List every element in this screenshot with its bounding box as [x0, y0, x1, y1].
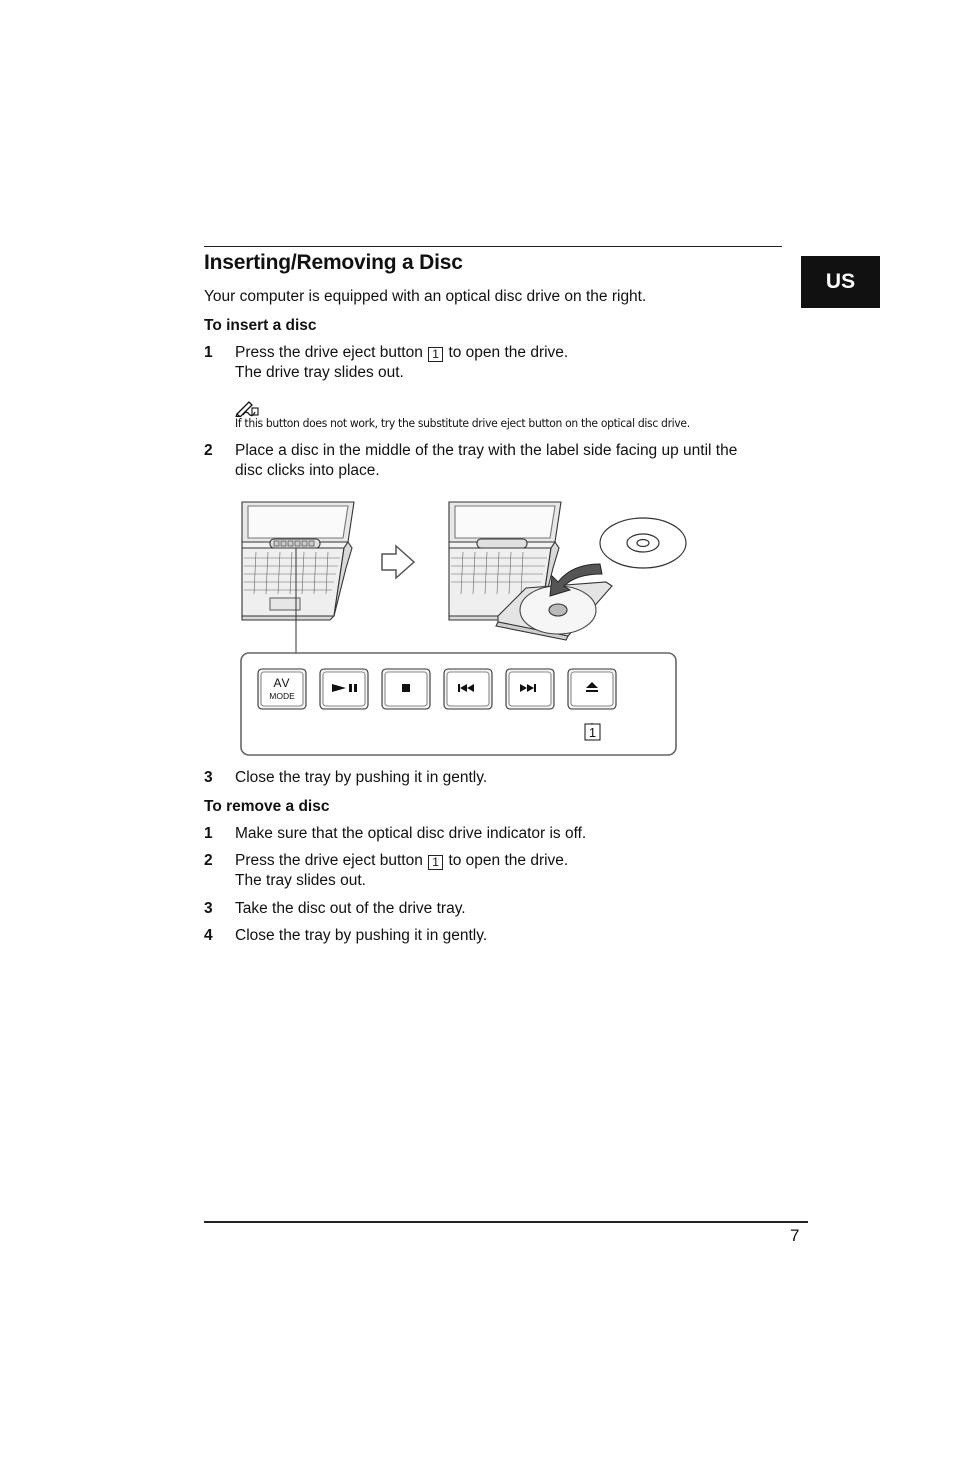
remove-step-2-text-before: Press the drive eject button [235, 852, 423, 869]
header-rule [204, 246, 782, 247]
play-pause-button-face [323, 672, 365, 706]
laptop-with-open-tray [449, 502, 612, 640]
insert-step-1-subtext: The drive tray slides out. [235, 364, 404, 381]
disc-insertion-illustration [236, 498, 696, 760]
eject-key-label-remove: 1 [428, 855, 443, 870]
insert-step-1-text-after: to open the drive. [448, 344, 569, 361]
av-label: AV [273, 676, 291, 690]
region-tab: US [801, 256, 880, 308]
mode-label: MODE [269, 691, 295, 701]
eject-button-face [571, 672, 613, 706]
previous-track-button-face [447, 672, 489, 706]
remove-step-4-text: Close the tray by pushing it in gently. [235, 927, 488, 944]
remove-step-3-number: 3 [204, 900, 213, 917]
insert-step-3-number: 3 [204, 769, 213, 786]
disc [600, 518, 686, 568]
insert-step-2-number: 2 [204, 442, 213, 459]
insert-heading: To insert a disc [204, 317, 317, 334]
intro-text: Your computer is equipped with an optical disc drive on the right. [204, 288, 647, 305]
remove-step-4-number: 4 [204, 927, 213, 944]
insert-step-2-line2: disc clicks into place. [235, 462, 380, 479]
stop-icon [402, 684, 410, 692]
eject-key-label: 1 [428, 347, 443, 362]
note-text: If this button does not work, try the substitute drive eject button on the optical disc drive. [235, 416, 690, 430]
remove-step-2-subtext: The tray slides out. [235, 872, 366, 889]
remove-heading: To remove a disc [204, 798, 330, 815]
insert-step-1-text-before: Press the drive eject button [235, 344, 423, 361]
remove-step-3-text: Take the disc out of the drive tray. [235, 900, 466, 917]
arrow-right-icon [382, 546, 414, 578]
remove-step-2-text-after: to open the drive. [448, 852, 569, 869]
laptop-front-view-left [242, 502, 354, 620]
callout-number: 1 [588, 725, 597, 740]
insert-step-2-line1: Place a disc in the middle of the tray with the label side facing up until the [235, 442, 738, 459]
page-number: 7 [790, 1226, 800, 1245]
remove-step-1-number: 1 [204, 825, 213, 842]
insert-step-1-text [235, 343, 568, 363]
note-pencil-icon [235, 399, 261, 417]
page-title: Inserting/Removing a Disc [204, 251, 463, 274]
footer-rule [204, 1221, 808, 1223]
remove-step-2-number: 2 [204, 852, 213, 869]
insert-step-1-number: 1 [204, 344, 213, 361]
insert-step-3-text: Close the tray by pushing it in gently. [235, 769, 488, 786]
remove-step-2-text [235, 851, 568, 871]
remove-step-1-text: Make sure that the optical disc drive indicator is off. [235, 825, 587, 842]
